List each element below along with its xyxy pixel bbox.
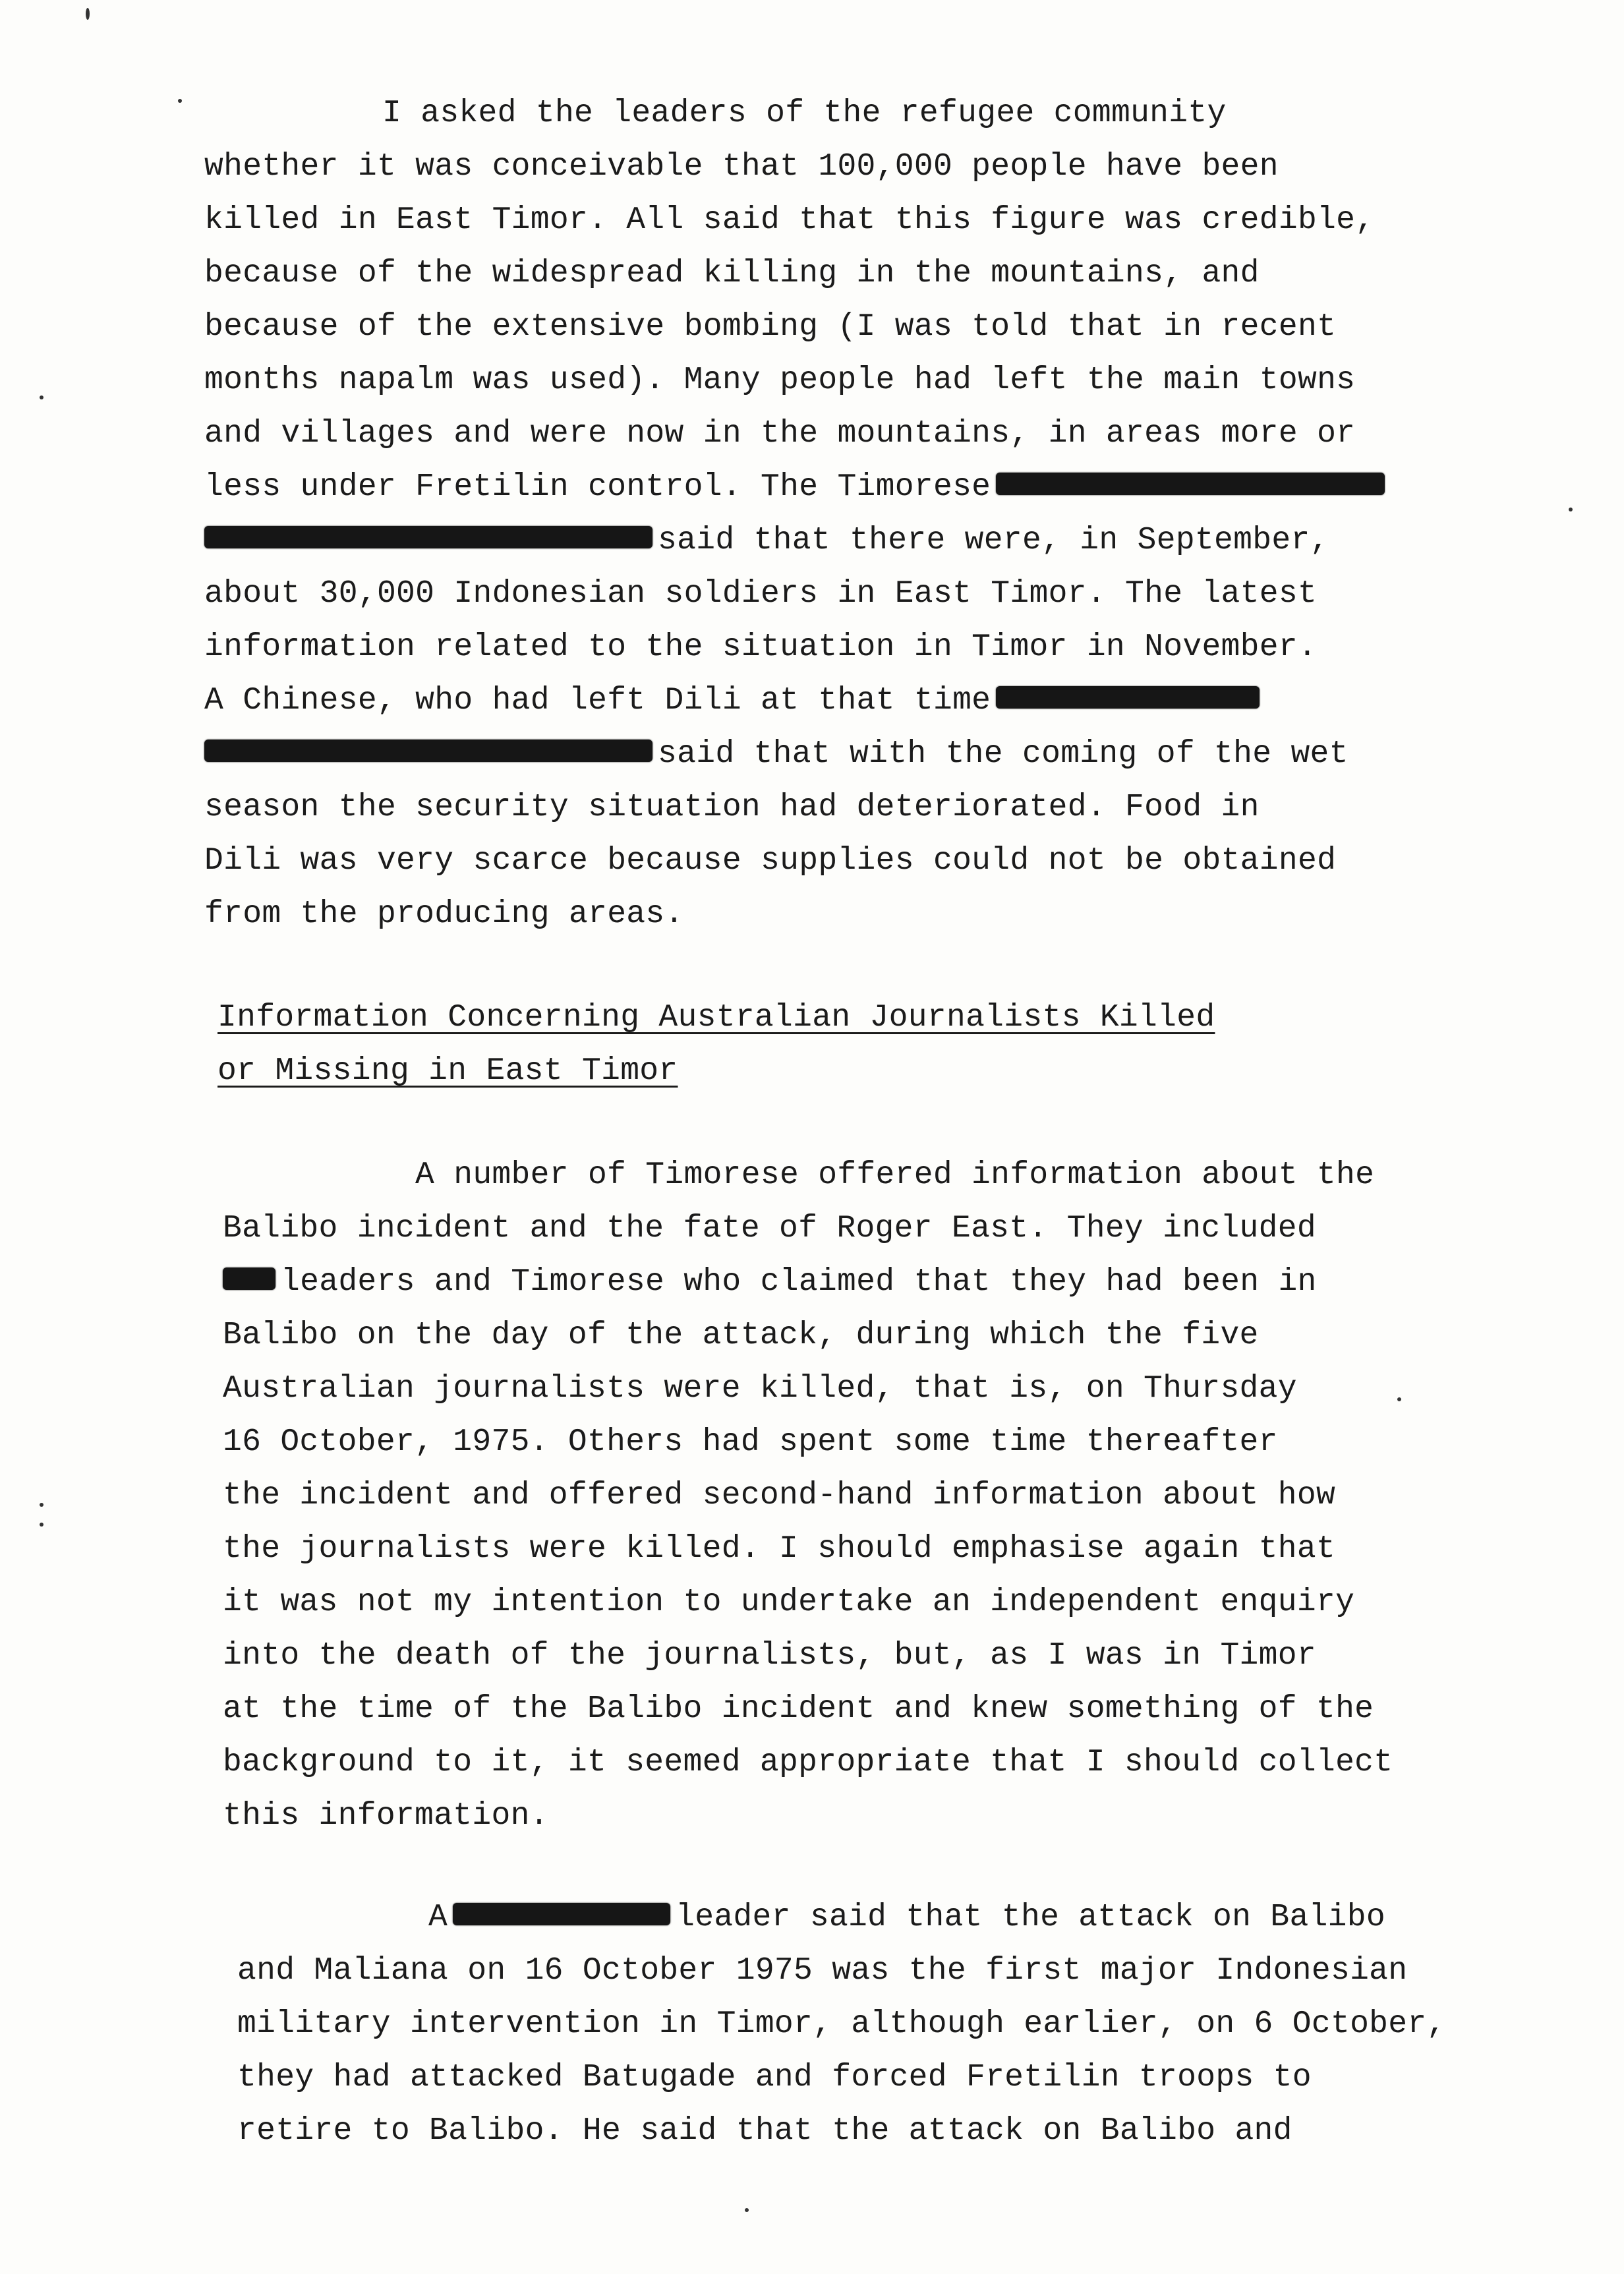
redaction-mark	[996, 686, 1260, 709]
heading-line: Information Concerning Australian Journalists Killed	[218, 1000, 1215, 1035]
text-line: A Chinese, who had left Dili at that time	[204, 674, 1588, 728]
scan-speck	[86, 8, 90, 20]
text-line: killed in East Timor. All said that this figure was credible,	[204, 202, 1375, 238]
section-heading	[218, 991, 1602, 1098]
text-line: season the security situation had deteriorated. Food in	[204, 790, 1260, 825]
text-line: at the time of the Balibo incident and knew something of the	[223, 1691, 1374, 1727]
paragraph-balibo-incident	[223, 1149, 1607, 1843]
text-line: I asked the leaders of the refugee community	[382, 96, 1227, 131]
text-line: A leader said that the attack on Balibo	[428, 1900, 1385, 1935]
scan-speck	[1397, 1397, 1401, 1401]
text-line: from the producing areas.	[204, 896, 684, 932]
text-line: Dili was very scarce because supplies could not be obtained	[204, 843, 1337, 879]
text-line: because of the widespread killing in the mountains, and	[204, 256, 1260, 291]
text-line: background to it, it seemed appropriate that I should collect	[223, 1745, 1393, 1780]
text-line: and Maliana on 16 October 1975 was the first major Indonesian	[237, 1953, 1408, 1989]
redaction-mark	[204, 740, 652, 762]
text-line: they had attacked Batugade and forced Fretilin troops to	[237, 2060, 1312, 2095]
text-line: leaders and Timorese who claimed that they had been in	[223, 1256, 1607, 1309]
scan-speck	[40, 395, 44, 399]
text-line: A number of Timorese offered information about the	[415, 1157, 1375, 1193]
text-line: the journalists were killed. I should emphasise again that	[223, 1531, 1336, 1567]
paragraph-attack-account	[237, 1891, 1621, 2158]
redaction-mark	[223, 1268, 276, 1290]
redaction-mark	[204, 526, 652, 548]
text-line: into the death of the journalists, but, as I was in Timor	[223, 1638, 1316, 1674]
scan-speck	[40, 1503, 44, 1507]
text-line: the incident and offered second-hand information about how	[223, 1478, 1336, 1513]
text-line: information related to the situation in Timor in November.	[204, 629, 1318, 665]
scan-speck	[40, 1523, 44, 1527]
scan-speck	[1569, 508, 1573, 511]
text-line: retire to Balibo. He said that the attack on Balibo and	[237, 2113, 1292, 2149]
text-line: months napalm was used). Many people had left the main towns	[204, 363, 1356, 398]
scan-speck	[745, 2208, 749, 2212]
text-line: less under Fretilin control. The Timorese	[204, 461, 1588, 514]
text-line: about 30,000 Indonesian soldiers in East Timor. The latest	[204, 576, 1318, 612]
scan-speck	[178, 99, 182, 103]
text-line: whether it was conceivable that 100,000 people have been	[204, 149, 1279, 185]
text-line: and villages and were now in the mountains, in areas more or	[204, 416, 1356, 452]
text-line: said that with the coming of the wet	[204, 728, 1588, 781]
heading-line: or Missing in East Timor	[218, 1053, 678, 1089]
text-line: this information.	[223, 1798, 549, 1834]
redaction-mark	[453, 1903, 670, 1925]
text-line: 16 October, 1975. Others had spent some time thereafter	[223, 1424, 1278, 1460]
text-line: Australian journalists were killed, that is, on Thursday	[223, 1371, 1297, 1407]
text-line: Balibo on the day of the attack, during which the five	[223, 1318, 1259, 1353]
paragraph-refugee-testimony	[204, 87, 1588, 941]
text-line: said that there were, in September,	[204, 514, 1588, 568]
text-line: it was not my intention to undertake an independent enquiry	[223, 1585, 1355, 1620]
redaction-mark	[996, 473, 1385, 495]
text-line: military intervention in Timor, although earlier, on 6 October,	[237, 2006, 1446, 2042]
text-line: Balibo incident and the fate of Roger East. They included	[223, 1211, 1316, 1246]
text-line: because of the extensive bombing (I was told that in recent	[204, 309, 1337, 345]
